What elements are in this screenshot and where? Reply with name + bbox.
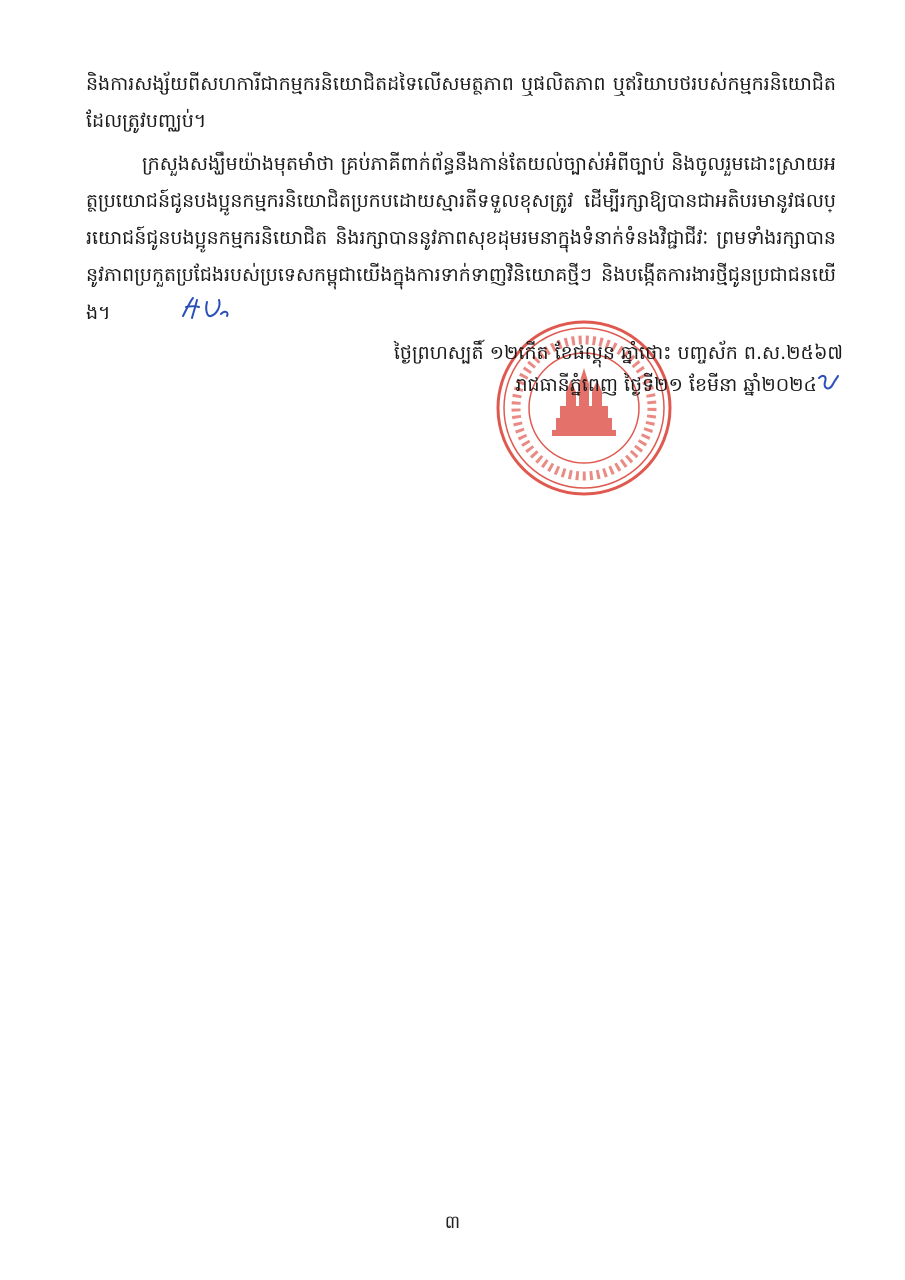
lunar-date-text: ថ្ងៃព្រហស្បតិ៍ ១២កើត ខែផល្គុន ឆ្នាំថោះ បញ្ចស័ក ព.ស.២៥៦៧	[393, 342, 843, 364]
handwritten-initials-icon	[121, 294, 233, 333]
page-number	[0, 1210, 905, 1237]
solar-date-text: រាជធានីភ្នំពេញ ថ្ងៃទី២១ ខែមីនា ឆ្នាំ២០២៤	[515, 374, 817, 396]
page-number-text: ៣	[444, 1212, 461, 1233]
paragraph-main	[86, 146, 836, 333]
paragraph-1-text: និងការសង្ស័យពីសហការីជាកម្មករនិយោជិតដទៃលើសមត្ថភាព ឬផលិតភាព ឬឥរិយាបថរបស់កម្មករនិយោជិតដែលត្រូវបញ្ឈប់។	[86, 73, 836, 132]
solar-date	[515, 370, 817, 400]
handwritten-initial-icon	[815, 370, 841, 396]
lunar-date	[394, 338, 843, 368]
paragraph-continuation	[86, 66, 836, 140]
paragraph-2-text: ក្រសួងសង្ឃឹមយ៉ាងមុតមាំថា គ្រប់ភាគីពាក់ព័ន្ធនឹងកាន់តែយល់ច្បាស់អំពីច្បាប់ និងចូលរួមដោះស្រាយអត្ថប្រយោជន៍ជូនបងប្អូនកម្មករនិយោជិតប្រកបដោយស្មារតីទទួលខុសត្រូវ ដើម្បីរក្សាឱ្យបានជាអតិបរមានូវផលប្រយោជន៍ជូនបងប្អូនកម្មករនិយោជិត និងរក្សាបាននូវភាពសុខដុមរមនាក្នុងទំនាក់ទំនងវិជ្ជាជីវៈ ព្រមទាំងរក្សាបាននូវភាពប្រកួតប្រជែងរបស់ប្រទេសកម្ពុជាយើងក្នុងការទាក់ទាញវិនិយោគថ្មីៗ និងបង្កើតការងារថ្មីជូនប្រជាជនយើង។	[86, 153, 836, 324]
